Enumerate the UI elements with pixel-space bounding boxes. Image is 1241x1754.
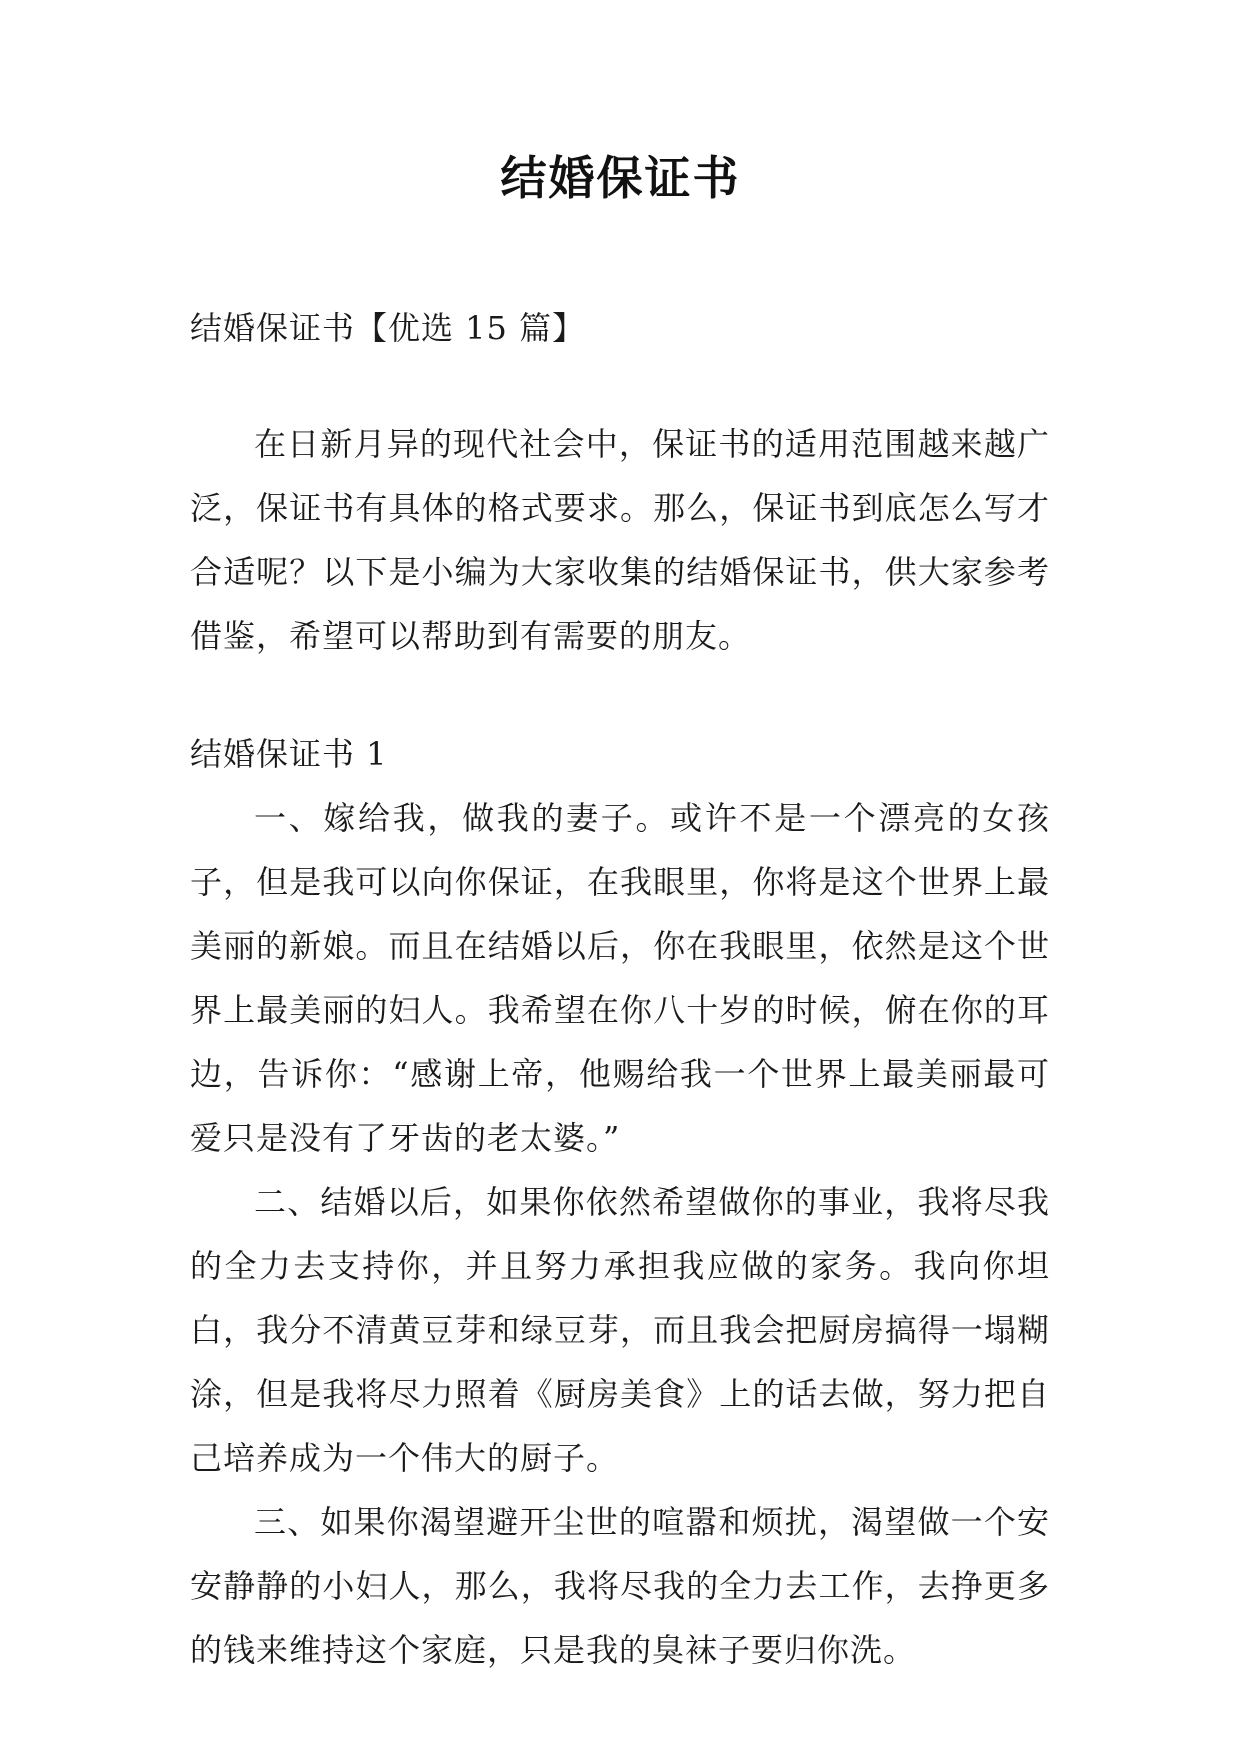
document-subtitle: 结婚保证书【优选 15 篇】 [190,309,586,347]
document-title: 结婚保证书 [500,151,741,205]
document-body [190,296,1050,1682]
body-paragraph-2: 二、结婚以后，如果你依然希望做你的事业，我将尽我的全力去支持你，并且努力承担我应做的家务。我向你坦白，我分不清黄豆芽和绿豆芽，而且我会把厨房搞得一塌糊涂，但是我将尽力照着《厨房美食》上的话去做，努力把自己培养成为一个伟大的厨子。 [190,1183,1050,1477]
intro-paragraph: 在日新月异的现代社会中，保证书的适用范围越来越广泛，保证书有具体的格式要求。那么，保证书到底怎么写才合适呢？以下是小编为大家收集的结婚保证书，供大家参考借鉴，希望可以帮助到有需要的朋友。 [190,425,1050,655]
body-paragraph-3: 三、如果你渴望避开尘世的喧嚣和烦扰，渴望做一个安安静静的小妇人，那么，我将尽我的全力去工作，去挣更多的钱来维持这个家庭，只是我的臭袜子要归你洗。 [190,1503,1050,1669]
section-heading: 结婚保证书 1 [190,735,388,773]
body-paragraph-1: 一、嫁给我，做我的妻子。或许不是一个漂亮的女孩子，但是我可以向你保证，在我眼里，你将是这个世界上最美丽的新娘。而且在结婚以后，你在我眼里，依然是这个世界上最美丽的妇人。我希望在你八十岁的时候，俯在你的耳边，告诉你：“感谢上帝，他赐给我一个世界上最美丽最可爱只是没有了牙齿的老太婆。” [190,799,1050,1157]
